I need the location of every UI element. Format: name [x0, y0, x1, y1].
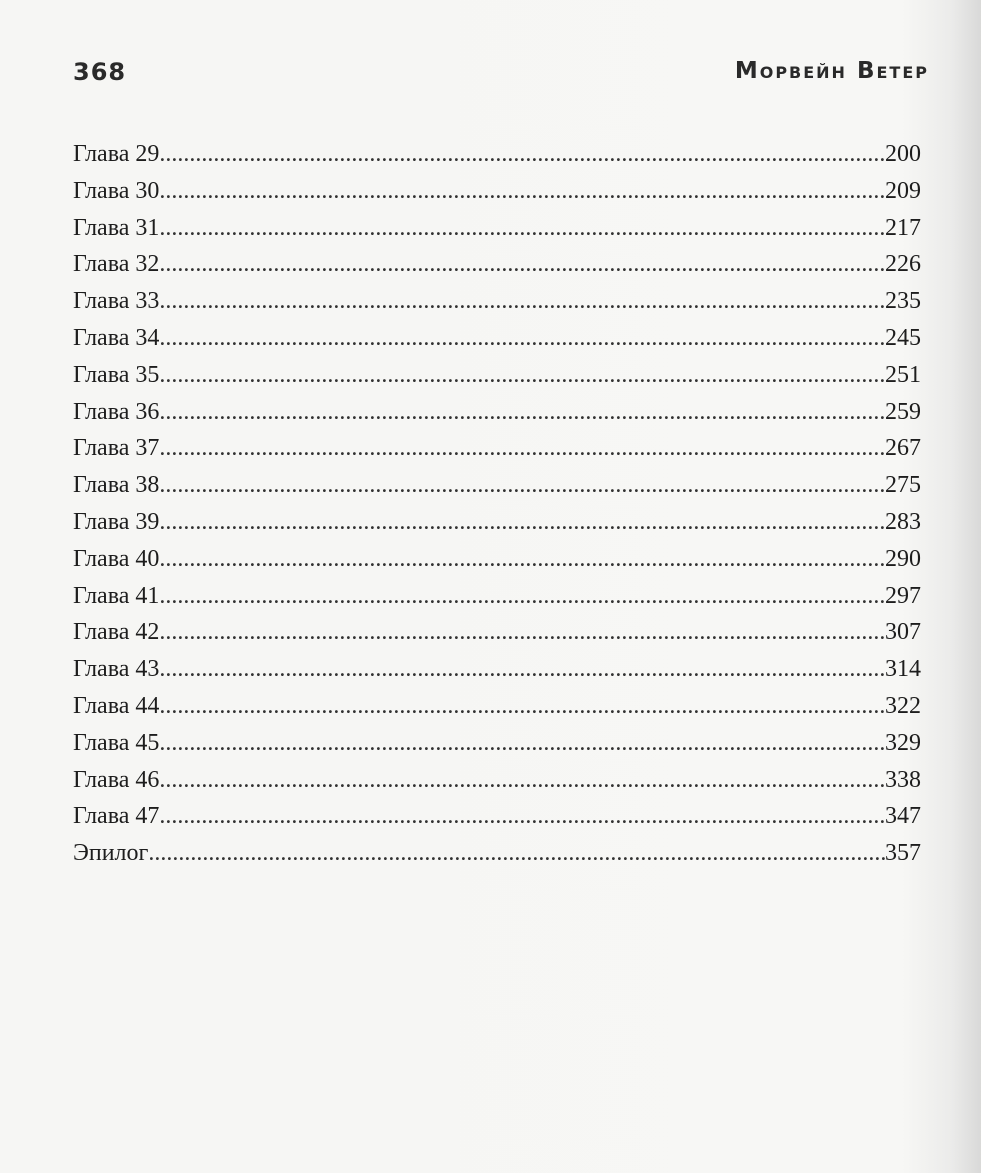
toc-entry-label: Глава 47 [73, 803, 160, 830]
toc-entry-page: 275 [885, 472, 921, 499]
toc-entry-page: 329 [885, 729, 921, 756]
toc-entry [73, 467, 921, 504]
toc-leader-dots [148, 835, 885, 872]
toc-entry-page: 200 [885, 141, 921, 167]
toc-entry-page: 226 [885, 251, 921, 278]
toc-entry-label: Глава 34 [73, 324, 160, 351]
toc-entry-label: Глава 44 [73, 692, 160, 719]
toc-leader-dots [159, 504, 885, 541]
toc-entry [73, 136, 921, 173]
toc-entry-label: Глава 45 [73, 729, 160, 756]
toc-leader-dots [159, 246, 885, 283]
toc-entry [73, 504, 921, 541]
toc-entry-label: Глава 43 [73, 656, 160, 683]
toc-entry-label: Глава 35 [73, 361, 160, 388]
toc-leader-dots [159, 136, 885, 173]
toc-entry [73, 725, 921, 762]
toc-entry-page: 259 [885, 398, 921, 425]
toc-entry [73, 762, 921, 799]
toc-entry-label: Эпилог [73, 840, 149, 867]
toc-entry-label: Глава 39 [73, 508, 160, 535]
toc-entry [73, 614, 921, 651]
toc-leader-dots [159, 394, 885, 431]
toc-entry [73, 320, 921, 357]
toc-leader-dots [159, 688, 885, 725]
toc-entry-label: Глава 32 [73, 251, 160, 278]
toc-entry-epilogue [73, 835, 921, 872]
page-header [73, 58, 929, 98]
toc-entry [73, 173, 921, 210]
toc-entry-label: Глава 29 [73, 141, 160, 167]
toc-leader-dots [159, 173, 885, 210]
running-title: Морвейн Ветер [734, 58, 929, 84]
toc-entry-page: 322 [885, 692, 921, 719]
toc-leader-dots [159, 651, 885, 688]
toc-entry [73, 541, 921, 578]
toc-entry [73, 688, 921, 725]
toc-entry-label: Глава 38 [73, 472, 160, 499]
toc-entry [73, 651, 921, 688]
toc-entry-page: 245 [885, 324, 921, 351]
toc-entry [73, 578, 921, 615]
toc-entry [73, 394, 921, 431]
toc-leader-dots [159, 614, 885, 651]
toc-entry [73, 283, 921, 320]
toc-entry [73, 246, 921, 283]
toc-entry-label: Глава 46 [73, 766, 160, 793]
toc-leader-dots [159, 578, 885, 615]
toc-leader-dots [159, 467, 885, 504]
toc-entry-page: 251 [885, 361, 921, 388]
toc-entry-label: Глава 30 [73, 177, 160, 204]
toc-entry-page: 314 [885, 656, 921, 683]
toc-entry-page: 338 [885, 766, 921, 793]
toc-leader-dots [159, 725, 885, 762]
toc-entry-label: Глава 42 [73, 619, 160, 646]
toc-entry-page: 235 [885, 288, 921, 315]
toc-entry-label: Глава 31 [73, 214, 160, 241]
toc-entry-page: 267 [885, 435, 921, 462]
toc-entry-label: Глава 41 [73, 582, 160, 609]
toc-entry [73, 430, 921, 467]
toc-leader-dots [159, 357, 885, 394]
toc-leader-dots [159, 430, 885, 467]
toc-entry-label: Глава 33 [73, 288, 160, 315]
toc-leader-dots [159, 762, 885, 799]
toc-entry-label: Глава 36 [73, 398, 160, 425]
toc-entry [73, 357, 921, 394]
toc-entry-page: 307 [885, 619, 921, 646]
toc-leader-dots [159, 798, 885, 835]
toc-entry-page: 347 [885, 803, 921, 830]
toc-leader-dots [159, 283, 885, 320]
toc-leader-dots [159, 210, 885, 247]
toc-entry-page: 297 [885, 582, 921, 609]
toc-entry [73, 798, 921, 835]
toc-leader-dots [159, 320, 885, 357]
page-number: 368 [73, 58, 127, 86]
toc-entry [73, 210, 921, 247]
toc-entry-page: 209 [885, 177, 921, 204]
toc-leader-dots [159, 541, 885, 578]
table-of-contents [73, 136, 921, 872]
toc-entry-page: 357 [885, 840, 921, 867]
toc-entry-page: 290 [885, 545, 921, 572]
toc-entry-page: 217 [885, 214, 921, 241]
toc-entry-label: Глава 40 [73, 545, 160, 572]
toc-entry-label: Глава 37 [73, 435, 160, 462]
toc-entry-page: 283 [885, 508, 921, 535]
